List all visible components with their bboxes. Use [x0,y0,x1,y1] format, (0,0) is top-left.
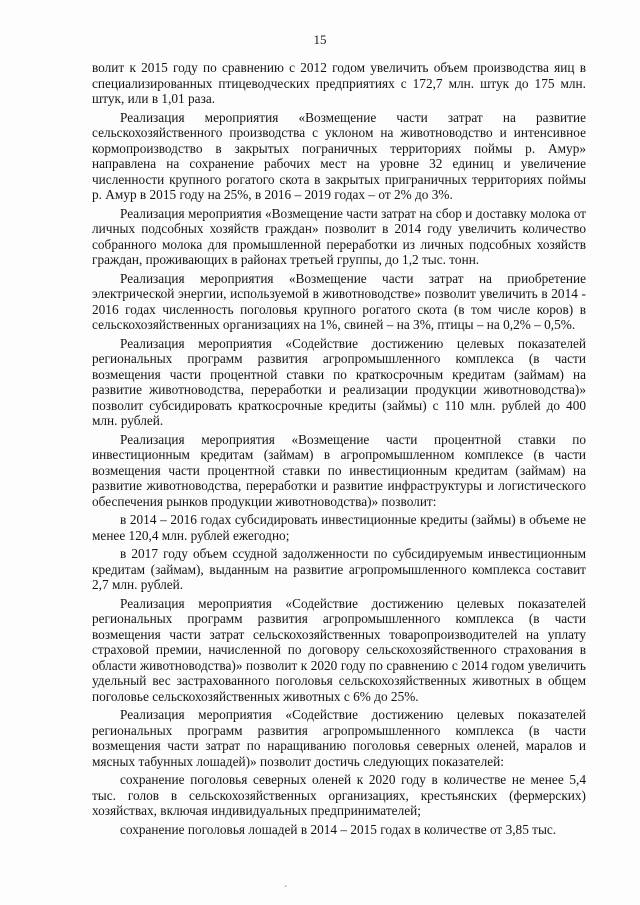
paragraph: в 2014 – 2016 годах субсидировать инвестиционные кредиты (займы) в объеме не менее 120,4 млн. рублей ежегодно; [92,512,586,543]
paragraph: сохранение поголовья северных оленей к 2020 году в количестве не менее 5,4 тыс. голов в сельскохозяйственных организациях, крестьянских (фермерских) хозяйствах, включая индивидуальных предпринимателей; [92,772,586,818]
page-number: 15 [313,32,327,47]
stray-mark: ˊ [284,885,288,896]
paragraph: волит к 2015 году по сравнению с 2012 годом увеличить объем производства яиц в специализированных птицеводческих предприятиях с 172,7 млн. штук до 175 млн. штук, или в 1,01 раза. [92,60,586,106]
paragraph: Реализация мероприятия «Содействие достижению целевых показателей региональных программ развития агропромышленного комплекса (в части возмещения части процентной ставки по краткосрочным кредитам (займам) на развитие животноводства, переработки и реализации продукции животноводства)» позволит субсидировать краткосрочные кредиты (займы) с 110 млн. рублей до 400 млн. рублей. [92,335,586,428]
paragraph: Реализация мероприятия «Содействие достижению целевых показателей региональных программ развития агропромышленного комплекса (в части возмещения части затрат сельскохозяйственных товаропроизводителей на уплату страховой премии, начисленной по договору сельскохозяйственного страхования в области животноводства)» позволит к 2020 году по сравнению с 2014 годом увеличить удельный вес застрахованного поголовья сельскохозяйственных животных в общем поголовье сельскохозяйственных животных с 6% до 25%. [92,595,586,704]
paragraph: сохранение поголовья лошадей в 2014 – 2015 годах в количестве от 3,85 тыс. [120,821,557,837]
paragraph: в 2017 году объем ссудной задолженности по субсидируемым инвестиционным кредитам (займам), выданным на развитие агропромышленного комплекса составит 2,7 млн. рублей. [92,546,586,592]
paragraph: Реализация мероприятия «Возмещение части процентной ставки по инвестиционным кредитам (займам) в агропромышленном комплексе (в части возмещения части процентной ставки по инвестиционным кредитам (займам) на развитие животноводства, переработки и развитие инфраструктуры и логистического обеспечения рынков продукции животноводства)» позволит: [92,431,586,509]
document-body [92,60,586,840]
paragraph: Реализация мероприятия «Возмещение части затрат на сбор и доставку молока от личных подсобных хозяйств граждан» позволит в 2014 году увеличить количество собранного молока для промышленной переработки из личных подсобных хозяйств граждан, проживающих в районах третьей группы, до 1,2 тыс. тонн. [92,205,586,267]
paragraph: Реализация мероприятия «Содействие достижению целевых показателей региональных программ развития агропромышленного комплекса (в части возмещения части затрат по наращиванию поголовья северных оленей, маралов и мясных табунных лошадей)» позволит достичь следующих показателей: [92,707,586,769]
paragraph: Реализация мероприятия «Возмещение части затрат на приобретение электрической энергии, используемой в животноводстве» позволит увеличить в 2014 - 2016 годах численность поголовья крупного рогатого скота (в том числе коров) в сельскохозяйственных организациях на 1%, свиней – на 3%, птицы – на 0,2% – 0,5%. [92,270,586,332]
paragraph: Реализация мероприятия «Возмещение части затрат на развитие сельскохозяйственного производства с уклоном на животноводство и интенсивное кормопроизводство в закрытых пограничных территориях поймы р. Амур» направлена на сохранение рабочих мест на уровне 32 единиц и увеличение численности крупного рогатого скота в закрытых приграничных территориях поймы р. Амур в 2015 году на 25%, в 2016 – 2019 годах – от 2% до 3%. [92,109,586,202]
